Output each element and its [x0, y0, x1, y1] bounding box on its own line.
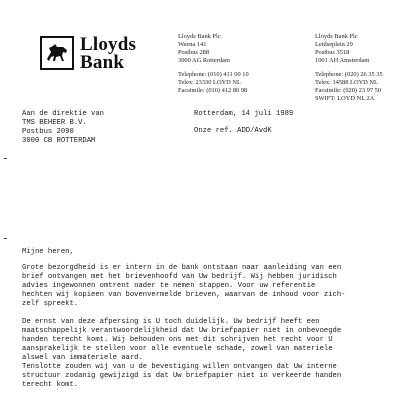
recipient-line: TMS BEHEER B.V.: [22, 119, 87, 127]
text-line: hechten wij kopieen van bovenvermelde brieven, waarvan de inhoud voor zich-: [22, 291, 346, 299]
paragraph-3: [22, 363, 341, 390]
address-rotterdam: [178, 33, 249, 95]
fold-mark: [4, 238, 7, 239]
salutation: Mijne heren,: [22, 248, 74, 256]
text-line: brief ontvangen met het brievenhoofd van Uw bedrijf. Wij hebben juridisch: [22, 273, 337, 281]
text-line: De ernst van deze afpersing is U toch duidelijk. Uw bedrijf heeft een: [22, 318, 320, 326]
office-street: Leidseplein 29: [315, 41, 353, 48]
office-city: 3000 AG Rotterdam: [178, 57, 230, 64]
recipient-address: [22, 110, 104, 146]
text-line: aansprakelijk te stellen voor alle eventuele schade, zowel van materiele: [22, 345, 333, 353]
logo-line-1: Lloyds: [80, 34, 137, 55]
text-line: structuur zodanig gewijzigd is dat Uw briefpapier niet in verkeerde handen: [22, 372, 342, 380]
office-swift: SWIFT: LOYD NL 2A: [315, 95, 375, 102]
office-telephone: Telephone: (020) 26 35 35: [315, 71, 383, 78]
letter-date: Rotterdam, 14 juli 1989: [194, 110, 294, 118]
text-line: alswel van immateriele aard.: [22, 354, 143, 362]
text-line: maatschappelijk verantwoordelijkheid dat Uw briefpapier niet in onbevoegde: [22, 327, 342, 335]
text-line: handen terecht komt. Wij behouden ons met dit schrijven het recht voor U: [22, 336, 333, 344]
text-line: terecht komt.: [22, 381, 79, 389]
office-facsimile: Facsimile: (020) 23 97 50: [315, 87, 382, 94]
address-amsterdam: [315, 33, 383, 103]
office-postbox: Postbus 288: [178, 49, 210, 56]
office-facsimile: Facsimile: (010) 412 80 98: [178, 87, 248, 94]
office-telex: Telex: 23330 LOYD NL: [178, 79, 241, 86]
black-horse-icon: [40, 36, 74, 70]
text-line: Grote bezorgdheid is er intern in de bank ontstaan naar aanleiding van een: [22, 264, 342, 272]
fold-mark: [4, 158, 7, 159]
text-line: advies ingewonnen omtrent nader te nemen stappen. Voor uw referentie: [22, 282, 316, 290]
text-line: Tenslotte zouden wij van u de bevestiging willen ontvangen dat Uw interne: [22, 363, 337, 371]
office-telephone: Telephone: (010) 411 00 10: [178, 71, 249, 78]
reference-line: Onze ref. ADD/AvdK: [194, 127, 272, 135]
paragraph-1: [22, 264, 346, 309]
paragraph-2: [22, 318, 341, 363]
office-telex: Telex: 14588 LOYD NL: [315, 79, 378, 86]
text-line: zelf spreekt.: [22, 300, 79, 308]
recipient-line: 3000 CB ROTTERDAM: [22, 137, 96, 145]
lloyds-bank-logo: [40, 36, 160, 76]
logo-line-2: Bank: [80, 52, 125, 73]
office-city: 1001 AH Amsterdam: [315, 57, 370, 64]
office-street: Weena 141: [178, 41, 207, 48]
office-name: Lloyds Bank Plc: [315, 33, 358, 40]
logo-wordmark: [80, 36, 136, 72]
office-name: Lloyds Bank Plc: [178, 33, 221, 40]
recipient-line: Postbus 2090: [22, 128, 74, 136]
office-postbox: Postbus 3518: [315, 49, 350, 56]
recipient-line: Aan de direktie van: [22, 110, 104, 118]
